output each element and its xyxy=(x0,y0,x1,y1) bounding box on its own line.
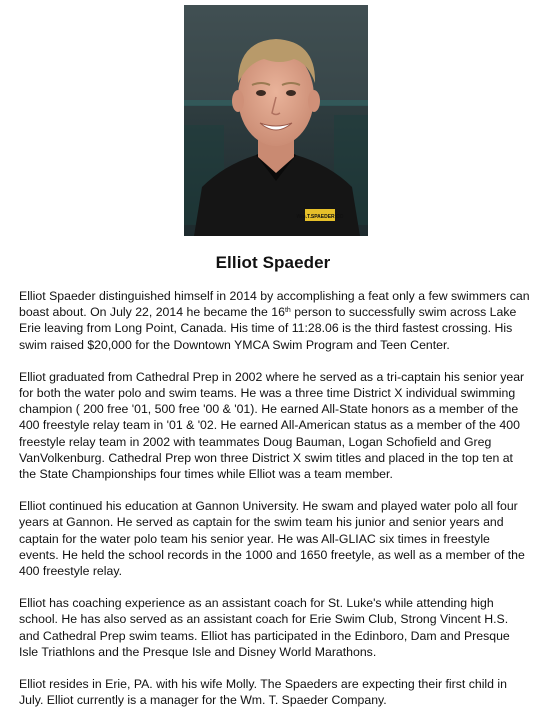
profile-name: Elliot Spaeder xyxy=(215,253,331,272)
bio-p1-start: Elliot Spaeder distinguished himself in 2014 by accomplishing a feat only a few swimmers can boast about. On July 22, 2014 he became the 16 xyxy=(19,289,530,320)
bio-text xyxy=(19,288,531,724)
bio-paragraph-2: Elliot graduated from Cathedral Prep in 2002 where he served as a tri-captain his senior year for both the water polo and swim teams. He was a three time District X individual swimming champion ( 200 free '01, 500 free '00 & '01). He earned All-State honors as a member of the 400 freestyle relay team in '01 & '02. He earned All-American status as a member of the 400 freestyle relay team in 2002 with teammates Doug Bauman, Logan Schofield and Greg VanVolkenburg. Cathedral Prep won three District X swim titles and placed in the top ten at the State Championships four times while Elliot was a team member. xyxy=(19,369,525,482)
portrait-image xyxy=(184,5,368,236)
profile-photo xyxy=(184,5,368,236)
shirt-logo-text: Wm.T.SPAEDER CO xyxy=(296,214,344,220)
bio-paragraph-1 xyxy=(19,288,531,353)
bio-paragraph-4: Elliot has coaching experience as an assistant coach for St. Luke's while attending high school. He has also served as an assistant coach for Erie Swim Club, Strong Vincent H.S. and Cathedral Prep swim teams. Elliot has participated in the Edinboro, Dam and Presque Isle Triathlons and the Presque Isle and Disney World Marathons. xyxy=(19,596,510,659)
bio-paragraph-5: Elliot resides in Erie, PA. with his wife Molly. The Spaeders are expecting their first child in July. Elliot currently is a manager for the Wm. T. Spaeder Company. xyxy=(19,677,507,708)
bio-paragraph-3: Elliot continued his education at Gannon University. He swam and played water polo all four years at Gannon. He served as captain for the swim team his junior and senior years and captain for the water polo team his senior year. He was All-GLIAC six times in freestyle events. He held the school records in the 1000 and 1650 freetyle, as well as a member of the 400 freestyle relay. xyxy=(19,499,525,579)
bio-p1-superscript: th xyxy=(284,307,291,315)
bio-p1-end: person to successfully swim across Lake Erie leaving from Long Point, Canada. His time of 11:28.06 is the third fastest crossing. His swim raised $20,000 for the Downtown YMCA Swim Program and Teen Center. xyxy=(19,305,517,352)
